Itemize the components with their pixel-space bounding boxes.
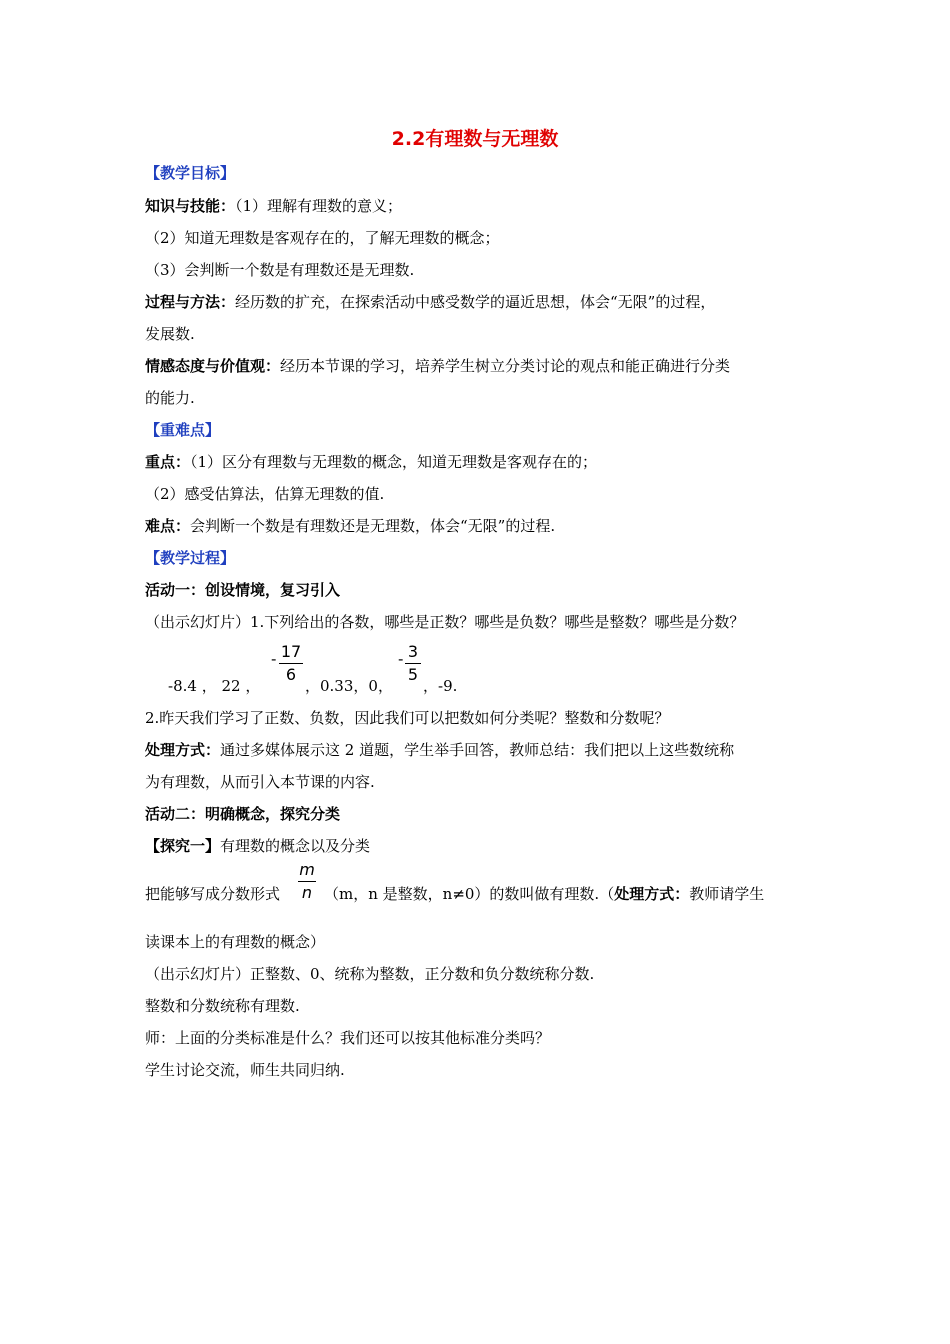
fraction-1-bar — [279, 663, 303, 664]
activity-1-question-1: （出示幻灯片）1.下列给出的各数，哪些是正数？哪些是负数？哪些是整数？哪些是分数？ — [145, 613, 745, 631]
fraction-mn-bar — [298, 881, 316, 882]
numbers-part-b: ，0.33，0， — [305, 677, 393, 695]
method-text-cont: 发展数. — [145, 325, 195, 343]
definition-post-line — [324, 884, 764, 904]
knowledge-line — [145, 196, 810, 216]
explore-label: 【探究一】 — [145, 837, 221, 855]
definition-method-text: 教师请学生 — [689, 885, 765, 903]
definition-method-label: 处理方式： — [614, 885, 690, 903]
fraction-m-over-n — [298, 860, 316, 903]
activity-1-method-line — [145, 740, 810, 760]
activity-1-method-cont: 为有理数，从而引入本节课的内容. — [145, 773, 375, 791]
knowledge-label: 知识与技能： — [145, 197, 236, 215]
attitude-text: 经历本节课的学习，培养学生树立分类讨论的观点和能正确进行分类 — [280, 357, 731, 375]
section-heading-goals: 【教学目标】 — [145, 164, 236, 182]
activity-1-question-2: 2.昨天我们学习了正数、负数，因此我们可以把数如何分类呢？整数和分数呢？ — [145, 709, 670, 727]
fraction-1 — [279, 642, 303, 685]
attitude-text-cont: 的能力. — [145, 389, 195, 407]
knowledge-item-1: （1）理解有理数的意义； — [235, 197, 403, 215]
method-text: 经历数的扩充，在探索活动中感受数学的逼近思想，体会“无限”的过程， — [235, 293, 716, 311]
section-heading-process: 【教学过程】 — [145, 549, 236, 567]
method-label: 过程与方法： — [145, 293, 236, 311]
key-text: （1）区分有理数与无理数的概念，知道无理数是客观存在的； — [190, 453, 598, 471]
key-text-cont: （2）感受估算法，估算无理数的值. — [145, 485, 385, 503]
hard-label: 难点： — [145, 517, 191, 535]
fraction-2 — [405, 642, 421, 685]
section-heading-keypoints: 【重难点】 — [145, 421, 221, 439]
explore-text: 有理数的概念以及分类 — [220, 837, 371, 855]
fraction-n: n — [301, 883, 313, 902]
students-discussion: 学生讨论交流，师生共同归纳. — [145, 1061, 345, 1079]
activity-1-method-text: 通过多媒体展示这 2 道题，学生举手回答，教师总结：我们把以上这些数统称 — [220, 741, 735, 759]
definition-pre: 把能够写成分数形式 — [145, 885, 281, 903]
knowledge-item-2: （2）知道无理数是客观存在的，了解无理数的概念； — [145, 229, 500, 247]
numbers-part-c: ，-9. — [423, 677, 458, 695]
numbers-part-a: -8.4 ， 22 ， — [168, 677, 261, 695]
fraction-2-sign: - — [398, 650, 404, 668]
fraction-2-numerator: 3 — [407, 642, 419, 661]
fraction-1-sign: - — [271, 650, 277, 668]
definition-post: （m，n 是整数，n≠0）的数叫做有理数.（ — [324, 885, 615, 903]
hard-text: 会判断一个数是有理数还是无理数，体会“无限”的过程. — [190, 517, 556, 535]
attitude-line — [145, 356, 810, 376]
hard-line — [145, 516, 810, 536]
teacher-question: 师：上面的分类标准是什么？我们还可以按其他标准分类吗？ — [145, 1029, 551, 1047]
key-label: 重点： — [145, 453, 191, 471]
slide-text: （出示幻灯片）正整数、0、统称为整数，正分数和负分数统称分数. — [145, 965, 595, 983]
method-line — [145, 292, 810, 312]
activity-1-method-label: 处理方式： — [145, 741, 221, 759]
page-title: 2.2有理数与无理数 — [391, 128, 559, 150]
fraction-2-denominator: 5 — [407, 665, 419, 684]
knowledge-item-3: （3）会判断一个数是有理数还是无理数. — [145, 261, 415, 279]
fraction-1-numerator: 17 — [280, 642, 302, 661]
definition-cont: 读课本上的有理数的概念） — [145, 933, 326, 951]
explore-line — [145, 836, 810, 856]
summary-text: 整数和分数统称有理数. — [145, 997, 300, 1015]
key-line — [145, 452, 810, 472]
attitude-label: 情感态度与价值观： — [145, 357, 281, 375]
activity-2-title: 活动二：明确概念，探究分类 — [145, 805, 341, 823]
activity-1-title: 活动一：创设情境，复习引入 — [145, 581, 341, 599]
fraction-1-denominator: 6 — [285, 665, 297, 684]
fraction-m: m — [299, 860, 315, 879]
fraction-2-bar — [405, 663, 421, 664]
